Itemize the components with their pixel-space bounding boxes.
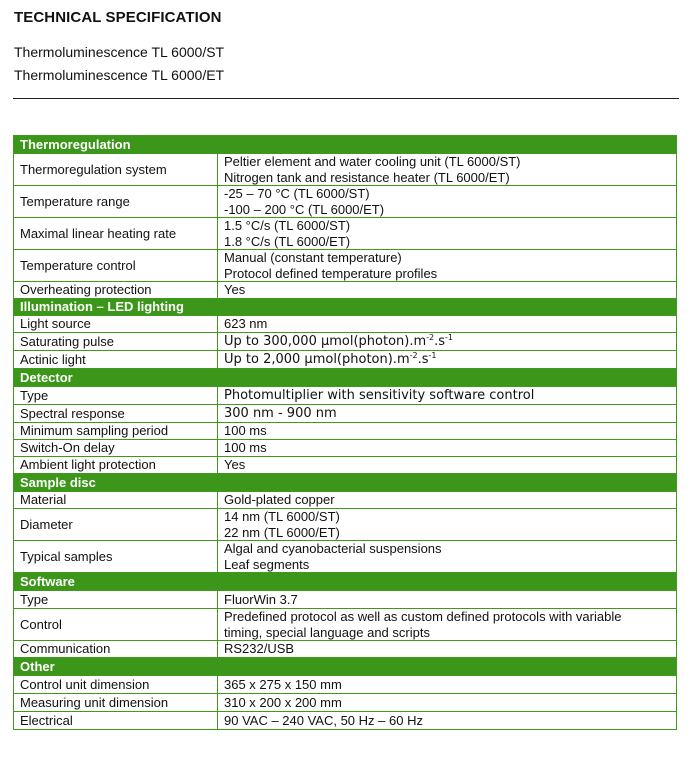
table-row [14, 387, 677, 405]
row-value: 100 ms [218, 440, 677, 457]
table-row [14, 492, 677, 509]
row-value: 310 x 200 x 200 mm [218, 694, 677, 712]
table-row [14, 250, 677, 282]
section-header-row [14, 136, 677, 154]
row-value: 100 ms [218, 423, 677, 440]
section-heading: Other [14, 658, 677, 676]
section-heading: Illumination – LED lighting [14, 299, 677, 316]
section-heading: Software [14, 573, 677, 591]
value-line: Manual (constant temperature) [224, 250, 402, 265]
row-value [218, 609, 677, 641]
section-header-row [14, 474, 677, 492]
row-label: Ambient light protection [14, 457, 218, 474]
table-row [14, 186, 677, 218]
row-label: Maximal linear heating rate [14, 218, 218, 250]
table-row [14, 218, 677, 250]
header-divider [13, 98, 679, 99]
document-title: TECHNICAL SPECIFICATION [14, 9, 222, 26]
row-label: Control [14, 609, 218, 641]
value-line: 14 nm (TL 6000/ST) [224, 509, 340, 524]
table-row [14, 641, 677, 658]
model-name: Thermoluminescence TL 6000/ET [14, 67, 225, 83]
row-label: Material [14, 492, 218, 509]
row-label: Spectral response [14, 405, 218, 423]
section-heading: Detector [14, 369, 677, 387]
value-line: 1.8 °C/s (TL 6000/ET) [224, 233, 351, 249]
value-line: Peltier element and water cooling unit (TL 6000/ST) [224, 154, 521, 169]
exponent: -2 [409, 350, 418, 360]
value-line: Predefined protocol as well as custom defined protocols with variable [224, 609, 622, 624]
row-value [218, 333, 677, 351]
row-label: Type [14, 591, 218, 609]
row-value [218, 250, 677, 282]
table-row [14, 351, 677, 369]
table-row [14, 712, 677, 730]
section-heading: Sample disc [14, 474, 677, 492]
section-header-row [14, 658, 677, 676]
row-value: 365 x 275 x 150 mm [218, 676, 677, 694]
table-row [14, 457, 677, 474]
row-label: Light source [14, 316, 218, 333]
value-line: -25 – 70 °C (TL 6000/ST) [224, 186, 370, 201]
row-label: Switch-On delay [14, 440, 218, 457]
row-value: Gold-plated copper [218, 492, 677, 509]
row-label: Saturating pulse [14, 333, 218, 351]
row-label: Communication [14, 641, 218, 658]
row-label: Measuring unit dimension [14, 694, 218, 712]
exponent: -1 [445, 332, 454, 342]
section-heading: Thermoregulation [14, 136, 677, 154]
value-line: timing, special language and scripts [224, 624, 430, 640]
row-value: Yes [218, 282, 677, 299]
row-label: Electrical [14, 712, 218, 730]
row-value: Photomultiplier with sensitivity software control [218, 387, 677, 405]
row-value: 623 nm [218, 316, 677, 333]
table-row [14, 694, 677, 712]
table-row [14, 509, 677, 541]
row-label: Temperature control [14, 250, 218, 282]
specification-table [13, 135, 677, 730]
value-text: .s [434, 333, 446, 349]
row-value [218, 509, 677, 541]
row-value [218, 186, 677, 218]
value-text: Up to 300,000 μmol(photon).m [224, 333, 427, 349]
exponent: -2 [426, 332, 435, 342]
row-value [218, 154, 677, 186]
row-value: Yes [218, 457, 677, 474]
section-header-row [14, 369, 677, 387]
table-row [14, 676, 677, 694]
value-text: .s [417, 351, 429, 367]
row-label: Temperature range [14, 186, 218, 218]
table-row [14, 423, 677, 440]
table-row [14, 440, 677, 457]
row-value [218, 541, 677, 573]
section-header-row [14, 299, 677, 316]
table-row [14, 333, 677, 351]
row-label: Actinic light [14, 351, 218, 369]
value-line: Nitrogen tank and resistance heater (TL 6000/ET) [224, 169, 510, 185]
table-row [14, 609, 677, 641]
table-row [14, 591, 677, 609]
row-label: Type [14, 387, 218, 405]
row-label: Overheating protection [14, 282, 218, 299]
value-line: Protocol defined temperature profiles [224, 265, 438, 281]
table-row [14, 405, 677, 423]
table-row [14, 282, 677, 299]
row-label: Thermoregulation system [14, 154, 218, 186]
row-value: RS232/USB [218, 641, 677, 658]
table-row [14, 541, 677, 573]
value-line: -100 – 200 °C (TL 6000/ET) [224, 201, 385, 217]
exponent: -1 [428, 350, 437, 360]
row-value [218, 218, 677, 250]
value-line: Leaf segments [224, 556, 310, 572]
row-label: Minimum sampling period [14, 423, 218, 440]
row-value: FluorWin 3.7 [218, 591, 677, 609]
table-row [14, 154, 677, 186]
row-value: 300 nm - 900 nm [218, 405, 677, 423]
row-label: Diameter [14, 509, 218, 541]
row-value: 90 VAC – 240 VAC, 50 Hz – 60 Hz [218, 712, 677, 730]
row-value [218, 351, 677, 369]
value-line: Algal and cyanobacterial suspensions [224, 541, 442, 556]
table-row [14, 316, 677, 333]
value-line: 1.5 °C/s (TL 6000/ST) [224, 218, 351, 233]
value-text: Up to 2,000 μmol(photon).m [224, 351, 410, 367]
section-header-row [14, 573, 677, 591]
row-label: Typical samples [14, 541, 218, 573]
value-line: 22 nm (TL 6000/ET) [224, 524, 340, 540]
row-label: Control unit dimension [14, 676, 218, 694]
model-name: Thermoluminescence TL 6000/ST [14, 44, 225, 60]
